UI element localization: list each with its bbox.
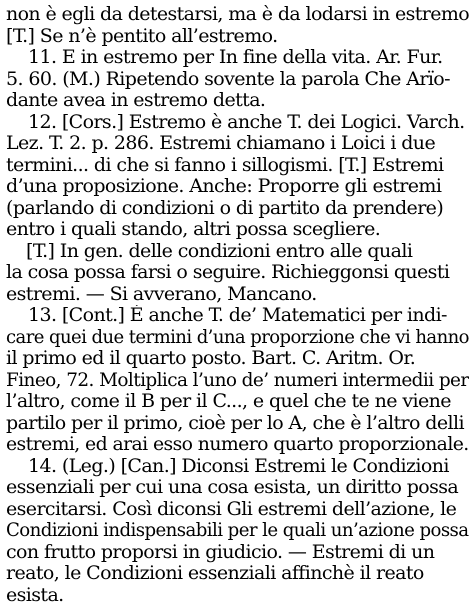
text-line: d’una proposizione. Anche: Proporre gli estremi xyxy=(6,176,469,198)
entry-11-heading: 11. E in estremo per In fine della vita. Ar. Fur. xyxy=(6,47,469,69)
entry-12-heading: 12. [Cors.] Estremo è anche T. dei Logici. Varch. xyxy=(6,112,469,134)
text-line: con frutto proporsi in giudicio. — Estremi di un xyxy=(6,542,469,564)
text-line: non è egli da detestarsi, ma è da lodarsi in estremo xyxy=(6,4,469,26)
text-line: 5. 60. (M.) Ripetendo sovente la parola Che Arïo- xyxy=(6,69,469,91)
text-line: [T.] Se n’è pentito all’estremo. xyxy=(6,26,469,48)
text-line: [T.] In gen. delle condizioni entro alle quali xyxy=(6,241,469,263)
entry-14-heading: 14. (Leg.) [Can.] Diconsi Estremi le Condizioni xyxy=(6,456,469,478)
text-line: la cosa possa farsi o seguire. Richieggonsi questi xyxy=(6,262,469,284)
text-line: estremi, ed arai esso numero quarto proporzionale. xyxy=(6,434,469,456)
entry-13-heading: 13. [Cont.] È anche T. de’ Matematici per indi- xyxy=(6,305,469,327)
text-line: Condizioni indispensabili per le quali un’azione possa xyxy=(6,520,469,542)
text-line: care quei due termini d’una proporzione che vi hanno xyxy=(6,327,469,349)
text-line: Fineo, 72. Moltiplica l’uno de’ numeri intermedii per xyxy=(6,370,469,392)
text-line: esista. xyxy=(6,585,469,606)
text-line: essenziali per cui una cosa esista, un diritto possa xyxy=(6,477,469,499)
text-line: (parlando di condizioni o di partito da prendere) xyxy=(6,198,469,220)
text-line: termini... di che si fanno i sillogismi. [T.] Estremi xyxy=(6,155,469,177)
text-line: reato, le Condizioni essenziali affinchè il reato xyxy=(6,563,469,585)
text-line: esercitarsi. Così diconsi Gli estremi dell’azione, le xyxy=(6,499,469,521)
text-line: partilo per il primo, cioè per lo A, che è l’altro delli xyxy=(6,413,469,435)
text-line: il primo ed il quarto posto. Bart. C. Aritm. Or. xyxy=(6,348,469,370)
text-line: dante avea in estremo detta. xyxy=(6,90,469,112)
text-line: Lez. T. 2. p. 286. Estremi chiamano i Loici i due xyxy=(6,133,469,155)
text-line: entro i quali stando, altri possa scegliere. xyxy=(6,219,469,241)
text-line: l’altro, come il B per il C..., e quel che te ne viene xyxy=(6,391,469,413)
text-line: estremi. — Si avverano, Mancano. xyxy=(6,284,469,306)
